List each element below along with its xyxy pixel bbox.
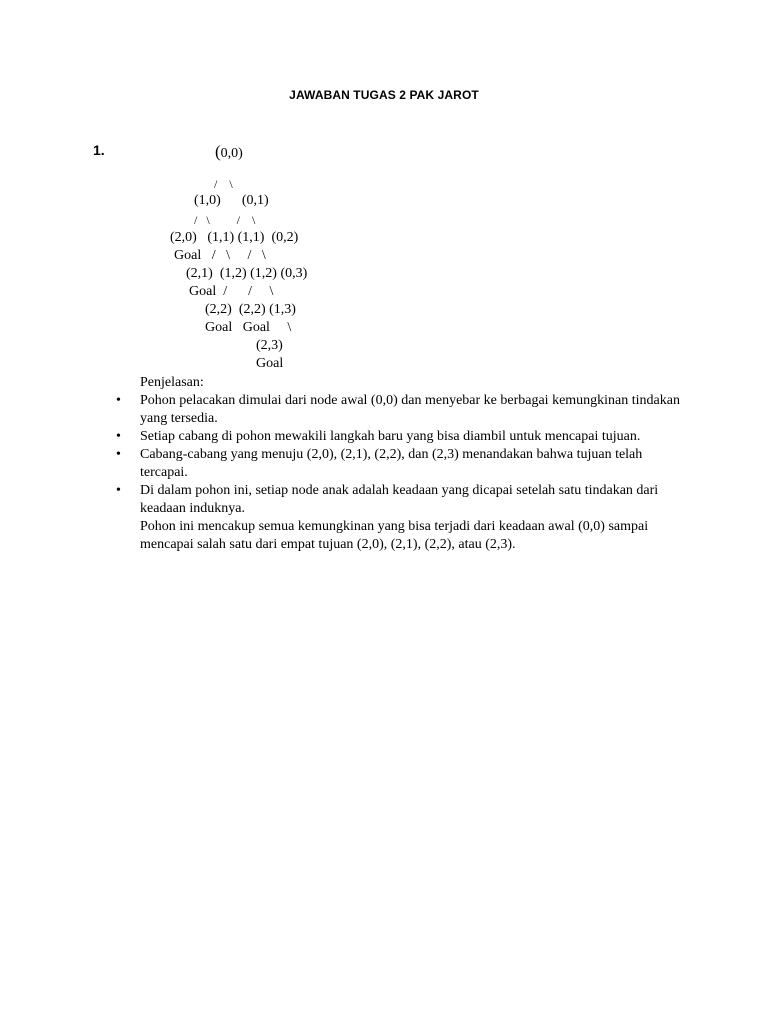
tree-line: Goal Goal \ xyxy=(205,320,292,335)
list-item xyxy=(116,446,680,482)
explanation-section xyxy=(116,374,680,554)
explanation-list xyxy=(116,392,680,518)
list-item-text: Cabang-cabang yang menuju (2,0), (2,1), (2,2), dan (2,3) menandakan bahwa tujuan telah tercapai. xyxy=(140,447,643,480)
tree-line: (2,0) (1,1) (1,1) (0,2) xyxy=(170,230,299,245)
list-item-text: Di dalam pohon ini, setiap node anak adalah keadaan yang dicapai setelah satu tindakan dari keadaan induknya. xyxy=(140,483,659,516)
list-item xyxy=(116,392,680,428)
tree-line: (2,1) (1,2) (1,2) (0,3) xyxy=(186,266,308,281)
explanation-heading: Penjelasan: xyxy=(140,375,204,390)
list-item-text: Pohon pelacakan dimulai dari node awal (0,0) dan menyebar ke berbagai kemungkinan tindakan yang tersedia. xyxy=(140,393,680,426)
tree-line: (1,0) (0,1) xyxy=(194,193,269,208)
tree-root xyxy=(215,142,243,162)
tree-line: Goal / \ / \ xyxy=(174,248,266,263)
tree-root-label: 0,0) xyxy=(220,146,243,161)
closing-paragraph: Pohon ini mencakup semua kemungkinan yang bisa terjadi dari keadaan awal (0,0) sampai mencapai salah satu dari empat tujuan (2,0), (2,1), (2,2), atau (2,3). xyxy=(140,519,649,552)
tree-line: (2,3) xyxy=(256,338,283,353)
tree-line: Goal xyxy=(256,356,284,371)
list-item xyxy=(116,482,680,518)
tree-line: / \ xyxy=(214,177,233,191)
tree-line: / \ / \ xyxy=(194,213,256,227)
tree-line: (2,2) (2,2) (1,3) xyxy=(205,302,296,317)
bullet-icon: • xyxy=(116,483,121,498)
list-item xyxy=(116,428,680,446)
bullet-icon: • xyxy=(116,447,121,462)
list-item-text: Setiap cabang di pohon mewakili langkah baru yang bisa diambil untuk mencapai tujuan. xyxy=(140,429,641,444)
tree-root-paren: ( xyxy=(215,142,221,161)
bullet-icon: • xyxy=(116,429,121,444)
bullet-icon: • xyxy=(116,393,121,408)
tree-line: Goal / / \ xyxy=(189,284,274,299)
document-title: JAWABAN TUGAS 2 PAK JAROT xyxy=(289,88,479,102)
question-number: 1. xyxy=(93,142,105,158)
